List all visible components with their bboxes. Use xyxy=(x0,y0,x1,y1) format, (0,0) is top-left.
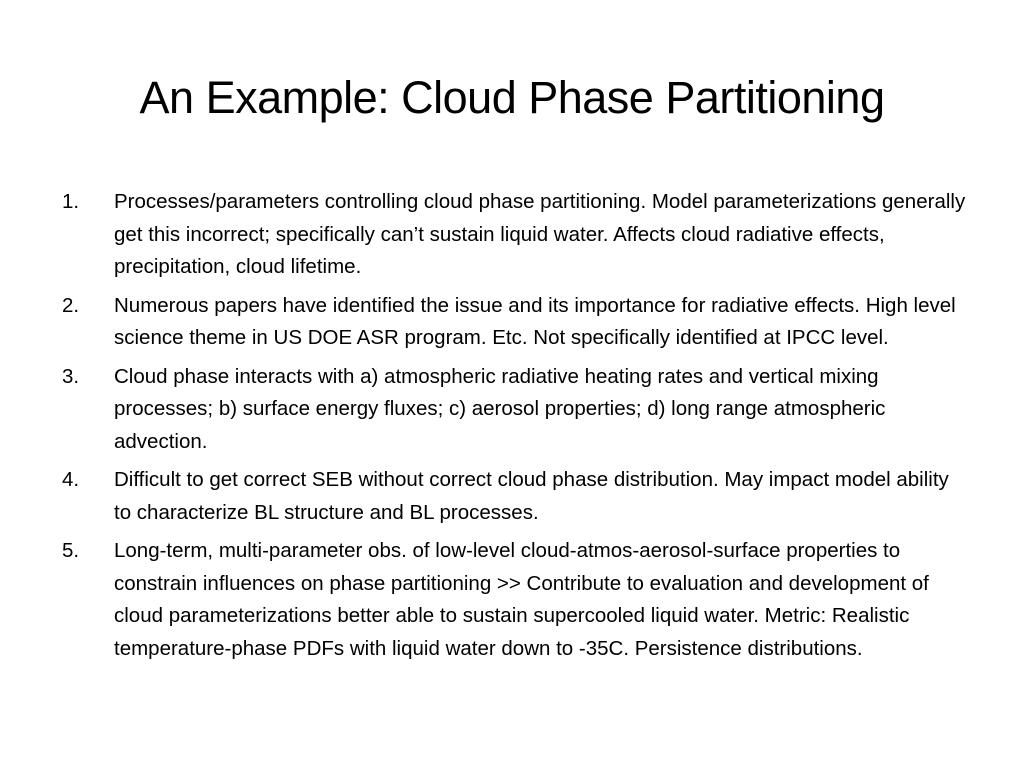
item-number: 3. xyxy=(62,364,80,388)
item-text: Numerous papers have identified the issue and its importance for radiative effects. High level science theme in US DOE ASR program. Etc. Not specifically identified at IPCC level. xyxy=(114,293,956,349)
item-number: 5. xyxy=(62,539,80,562)
item-number: 4. xyxy=(62,468,80,491)
list-item xyxy=(58,186,968,284)
list-item xyxy=(58,361,968,459)
item-number: 2. xyxy=(62,293,80,317)
item-text: Long-term, multi-parameter obs. of low-level cloud-atmos-aerosol-surface properties to constrain influences on phase partitioning >> Contribute to evaluation and development of cloud parameterizations better able to sustain supercooled liquid water. Metric: Realistic temperature-phase PDFs with liquid water down to -35C. Persistence distributions. xyxy=(114,539,929,660)
list-item xyxy=(58,535,968,665)
list-item xyxy=(58,464,968,529)
numbered-list xyxy=(58,186,968,671)
item-text: Cloud phase interacts with a) atmospheric radiative heating rates and vertical mixing processes; b) surface energy fluxes; c) aerosol properties; d) long range atmospheric advection. xyxy=(114,364,886,453)
list-item xyxy=(58,290,968,355)
slide-title: An Example: Cloud Phase Partitioning xyxy=(139,72,885,123)
item-text: Processes/parameters controlling cloud phase partitioning. Model parameterizations generally get this incorrect; specifically can’t sustain liquid water. Affects cloud radiative effects, precipitation, cloud lifetime. xyxy=(114,190,966,278)
item-number: 1. xyxy=(62,190,80,213)
item-text: Difficult to get correct SEB without correct cloud phase distribution. May impact model ability to characterize BL structure and BL processes. xyxy=(114,468,949,524)
